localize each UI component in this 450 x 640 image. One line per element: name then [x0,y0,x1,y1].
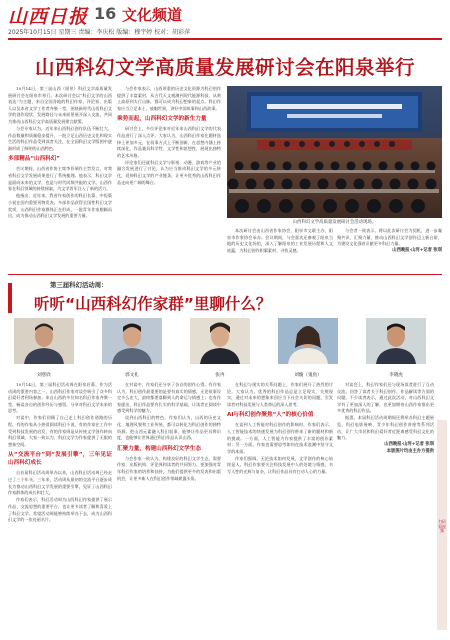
portrait-name: 李晓虎 [389,373,403,378]
body-paragraph: 与会者一致表示，将以此次研讨会为契机，进一步凝聚共识、汇聚力量，推动山西科幻文学创作迈上新台阶，为建设文化强省贡献更多科幻力量。 [337,228,442,247]
top-rule [8,38,442,40]
section-subhead: 从“交流平台”到“发展引擎”，三年见证山西科幻成长 [8,452,112,467]
body-paragraph: 研讨会上，多位评论家对近年来山西科幻文学的代表作品进行了深入点评。大家认为，山西科幻作家在题材选择上更加多元，在叙事方式上不断创新，在思想内涵上持续深化，作品兼具科学性、文学性和思想性，展现出独特的艺术风格。 [117,126,221,158]
body-paragraph: 在谈到人工智能对科幻创作的影响时，作家们表示，人工智能技术的快速发展为科幻创作带来了新的题材和新的挑战。一方面，人工智能为作家提供了丰富的创作素材；另一方面，作家也需要思考如何在技术浪潮中坚守文学的本质。 [227,422,333,454]
portrait-name: 刘璇（鬼鱼） [294,373,322,378]
article-top-col4 [337,228,442,272]
body-paragraph: 与会作家表示，山西厚重的历史文化资源为科幻创作提供了丰富素材，从古代天文观测到现代能源科技，从黄土高原到太行山脉，都可以成为科幻想象的起点。科幻作家应当立足本土，放眼世界，讲好中国故事和山西故事。 [117,86,221,111]
byline: 山西晚报·山河+记者 张琪 [392,248,442,254]
body-paragraph: 10月14日，第三届科幻活动周在阳泉启幕。作为活动周的重要内容之一，山西科幻作家对谈会吸引了众多科幻爱好者到场参加。来自山西的多位知名科幻作家齐聚一堂，畅谈各自的创作经历与感悟，分享对科幻文学未来的思考。 [8,382,112,414]
body-paragraph: 在科幻与现实的关系问题上，作家们展开了热烈的讨论。大家认为，优秀的科幻作品总是立足现实、关照现实，通过对未来的想象来回应当下社会关切的问题，引发读者对科技发展与人类命运的深入思考。 [227,382,333,407]
dateline: 2025年10月15日 星期三 责编：李庆松 版编：穆宇婷 校对：胡彩萍 [8,29,191,36]
portrait-name: 张冉 [215,373,225,378]
article-top-col1 [8,86,112,248]
newspaper-logo: 山西日报 [8,6,89,28]
body-paragraph: 与会专家认为，近年来山西科幻创作队伍不断壮大，作品数量和质量稳步提升，一批立足山西历史文化和现实生活的科幻作品受到读者关注，在全国科幻文学版图中逐渐形成了鲜明的山西特色。 [8,126,112,151]
byline: 山西晚报·山河+记者 张琪 [384,442,434,448]
body-paragraph: 本次研讨会由山西省作家协会、阳泉市文联主办，阳泉市作家协会承办。会议期间，与会嘉宾还参观了阳泉当地的历史文化场馆，深入了解阳泉的工业发展历程和人文底蕴，为科幻创作积累素材、寻找灵感。 [227,228,333,253]
body-paragraph: 自首届科幻活动周举办以来，山西科幻活动周已经走过了三个年头。三年来，活动周从最初的交流平台逐步成长为推动山西科幻文学发展的重要引擎，见证了山西科幻作家群体的成长和壮大。 [8,470,112,496]
event-photo-caption: 山西科幻文学高质量发展研讨会活动现场。 [292,220,377,225]
page-headline: 山西科幻文学高质量发展研讨会在阳泉举行 [34,56,415,79]
byline: 本版图片均由主办方提供 [386,449,434,455]
article-bottom-col3 [227,382,333,630]
body-paragraph: 作家们强调，无论技术如何发展，文学创作的核心始终是人。科幻作家要关注科技发展中人的处境与情感，书写人性的光辉与复杂，让科幻作品具有打动人心的力量。 [227,455,333,475]
body-paragraph: 评论家们还就科幻文学与影视、动漫、游戏等产业的融合发展进行了讨论，认为应当推动科幻文学的多元转化，延伸科幻文学的产业链条，让更多优秀的山西科幻作品走向更广阔的舞台。 [117,159,221,185]
portrait-photo [366,318,426,364]
body-paragraph: 谈到山西科幻的特色，作家们认为，山西的历史文化、地理风貌和工业传统，都可以转化为科幻创作的独特资源。把山西元素融入科幻叙事，能够让作品更具辨识度，也能够让世界通过科幻作品认识山西。 [117,415,221,441]
section-subhead: 乘势而起，山西科幻文学的新生力量 [117,116,207,123]
portrait-name: 郭文礼 [125,373,139,378]
section-subhead: 多部精品“山西科幻” [8,156,61,163]
body-paragraph: 据悉，本届科幻活动周期间还将举办科幻主题展览、科幻电影展映、青少年科幻创作讲座等系列活动，让广大市民和科幻爱好者近距离感受科幻文化的魅力。 [337,415,434,441]
page-number: 16 [94,4,117,23]
edge-note: 扫码看视频 [438,519,446,534]
portrait-photo [102,318,162,364]
article-top-col2 [117,86,221,248]
portrait-name: 刘慈欣 [37,373,51,378]
body-paragraph: 他指出，近年来，我省作家创作的科幻长篇、中短篇小说在国内重要刊物发表，多部作品获得全国性科幻文学奖项，山西科幻作家群体正在形成，一批青年作家脱颖而出，成为推动山西科幻文学发展的重要力量。 [8,193,112,219]
portrait-photo [190,318,250,364]
body-paragraph: 与会作家一致认为，构建良好的科幻文学生态，需要作家、出版机构、评论界和读者的共同努力。要加强对青年科幻作家的培养和扶持，为他们提供更多的发表和出版机会，让更多新人在科幻创作领域崭露头角。 [117,455,221,481]
event-photo-illustration [227,86,442,218]
banner-accent [8,283,12,313]
body-paragraph: 对谈会上，科幻作家们还与现场读者进行了互动交流，回答了读者关于科幻创作、作品解读等方面的问题。不少读者表示，通过此次活动，对山西科幻文学有了更加深入的了解，也更加期待山西作家推出更多优秀的科幻作品。 [337,382,434,414]
article-bottom-col4 [337,382,434,630]
portrait-photo [278,318,338,364]
body-paragraph: 10月14日，第三届山西（阳泉）科幻文学高质量发展研讨会在阳泉市举行。本次研讨会以“科幻文学的山西表达”为主题，来自全国各地的科幻作家、评论家、出版人以及本省文学工作者齐聚一堂，围绕新时代山西科幻文学的创作现状、发展路径与未来前景展开深入交流，共同为推动山西科幻文学高质量发展建言献策。 [8,86,112,124]
masthead [0,0,450,40]
event-photo [227,86,442,218]
portrait-row [8,318,442,378]
article-bottom-col1 [8,382,112,630]
body-paragraph: 在对谈中，作家们还分享了各自的创作心得。有作家认为，科幻创作最重要的是要有真实的情感，无论故事设定多么宏大，最终都要落脚到人的命运与情感上；也有作家提出，科幻作品要有扎实的科学基础，让读者在阅读中感受到科学的魅力。 [117,382,221,414]
body-paragraph: 对谈中，作家们回顾了自己走上科幻创作道路的历程。有的作家从小热爱阅读科幻小说，有的作家在工作中受到科技发展的启发，有的作家则是从传统文学创作转向科幻领域。大家一致认为，科幻文学为作家提供了无限的想象空间。 [8,415,112,447]
section-subhead: 汇聚力量，构建山西科幻文学生态 [117,445,201,452]
portrait-photo [14,318,74,364]
section-rule [8,274,442,275]
body-paragraph: 作家们表示，科幻活动周为山西科幻作家提供了展示作品、交流思想的重要平台，也让更多读者了解和喜爱上了科幻文学。希望活动周能够持续举办下去，成为山西科幻文学的一张亮丽名片。 [8,497,112,523]
section-title: 听听“山西科幻作家群”里聊什么？ [34,295,272,313]
article-top-col3 [227,228,333,272]
body-paragraph: 会议期间，山西省作协主席李晋瑞作主旨发言，对我省科幻文学发展成果进行了系统梳理。他表示，科幻文学是面向未来的文学，也是与时代同频共振的文学。山西作家在科幻领域的持续探索，为文学晋军注入了新的活力。 [8,166,112,192]
article-bottom-col2 [117,382,221,630]
channel-title: 文化频道 [122,6,183,24]
section-kicker: 第三届科幻活动周： [50,281,108,289]
section-subhead: AI与科幻创作聚焦“人”的核心价值 [227,412,314,419]
